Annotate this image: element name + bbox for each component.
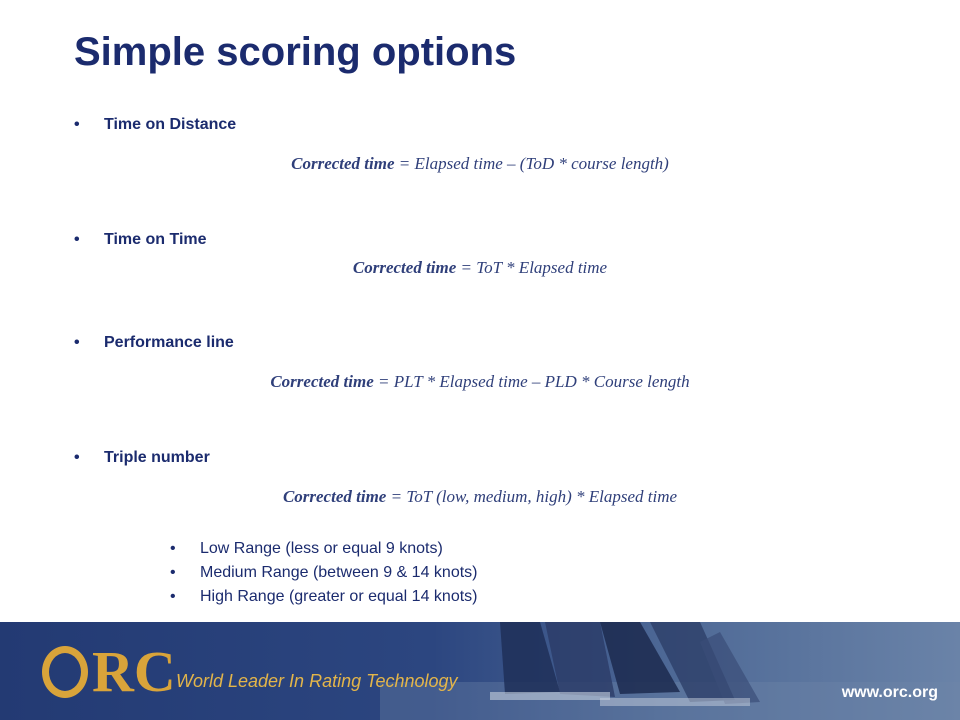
- bullet-label: Performance line: [104, 334, 234, 351]
- formula-performance-line: [0, 372, 960, 392]
- formula-body: = ToT (low, medium, high) * Elapsed time: [386, 487, 678, 506]
- formula-triple-number: [0, 487, 960, 507]
- footer-banner: [0, 622, 960, 720]
- subbullet-label: Low Range (less or equal 9 knots): [200, 540, 443, 557]
- bullet-label: Time on Distance: [104, 116, 237, 133]
- footer-url: www.orc.org: [841, 684, 938, 701]
- orc-logo-o-icon: [42, 646, 88, 698]
- subbullet-label: High Range (greater or equal 14 knots): [200, 588, 478, 605]
- formula-lead: Corrected time: [352, 258, 457, 277]
- orc-logo-text: RC: [92, 639, 176, 704]
- formula-lead: Corrected time: [270, 372, 374, 391]
- bullet-dot: •: [170, 588, 176, 605]
- formula-body: = Elapsed time – (ToD * course length): [394, 154, 669, 173]
- bullet-dot: •: [74, 449, 80, 466]
- formula-time-on-distance: [0, 154, 960, 174]
- subbullet-label: Medium Range (between 9 & 14 knots): [200, 564, 478, 581]
- formula-body: = ToT * Elapsed time: [456, 258, 608, 277]
- formula-lead: Corrected time: [291, 154, 395, 173]
- slide-title: Simple scoring options: [74, 30, 517, 74]
- bullet-dot: •: [170, 540, 176, 557]
- formula-time-on-time: [0, 258, 960, 278]
- bullet-label: Triple number: [104, 449, 210, 466]
- bullet-dot: •: [74, 334, 80, 351]
- footer-tagline: World Leader In Rating Technology: [176, 671, 458, 691]
- bullet-label: Time on Time: [104, 231, 207, 248]
- bullet-dot: •: [170, 564, 176, 581]
- bullet-dot: •: [74, 116, 80, 133]
- formula-lead: Corrected time: [282, 487, 387, 506]
- bullet-dot: •: [74, 231, 80, 248]
- formula-body: = PLT * Elapsed time – PLD * Course length: [373, 372, 690, 391]
